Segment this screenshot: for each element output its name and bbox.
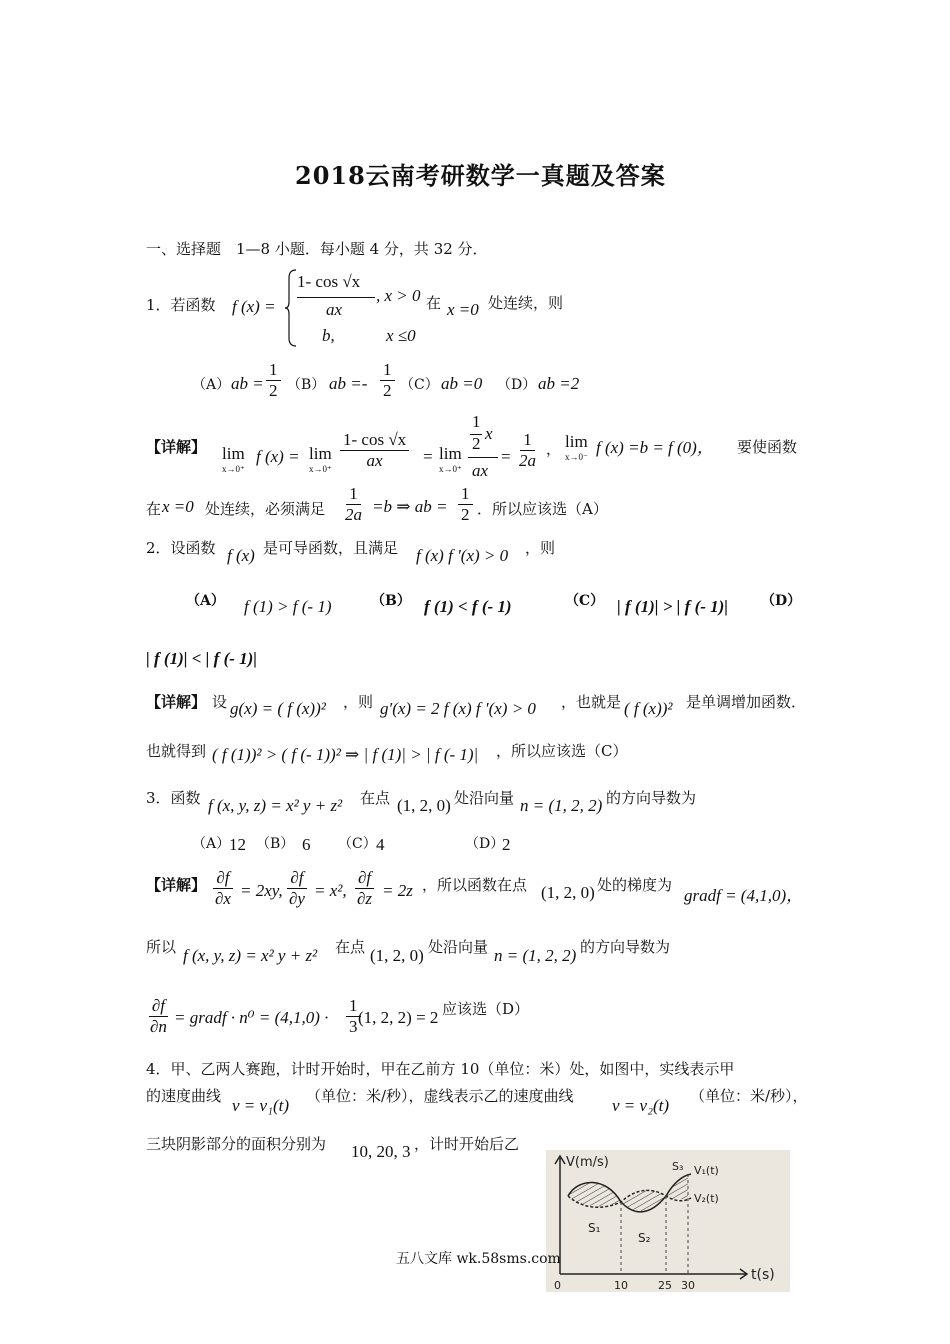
q3-option-b-label: （B） [256, 836, 295, 852]
q3-option-d: 2 [502, 835, 511, 854]
q3-partial-x-val: = 2xy, [240, 881, 283, 900]
section-header: 一、选择题 1—8 小题．每小题 4 分，共 32 分． [146, 240, 488, 258]
q3-along: 处沿向量 [454, 789, 515, 807]
q4-line2a: 的速度曲线 [146, 1087, 222, 1105]
q1-option-b: ab =- [329, 374, 368, 393]
q1-detail-ax: ax [472, 461, 489, 480]
q3-end: 的方向导数为 [606, 789, 697, 807]
label-s2: S₂ [638, 1231, 651, 1245]
frac-den: 2a [519, 451, 536, 470]
q4-line2c: （单位：米/秒）， [690, 1087, 808, 1105]
q2-prefix: 2．设函数 [146, 539, 216, 557]
q3-grad-pt: (1, 2, 0) [541, 883, 595, 902]
q1-detail-half-x: x [485, 424, 493, 443]
frac-den: 2 [383, 381, 392, 400]
axis-label-y: V(m/s) [566, 1155, 609, 1170]
q3-partial-z [354, 868, 375, 909]
q1-detail-l2e: ．所以应该选（A） [477, 500, 608, 518]
q1-detail-fx: f (x) = [256, 447, 300, 466]
q2-option-a: f (1) > f (- 1) [244, 597, 332, 616]
lim-text: lim [565, 432, 588, 451]
q3-prefix: 3．函数 [146, 789, 201, 807]
frac-den: ∂n [150, 1017, 167, 1036]
q1-case1-den: ax [326, 300, 343, 319]
frac-num: 1- cos √x [340, 430, 409, 451]
q1-lim-3 [439, 444, 462, 474]
frac-den: 2 [461, 505, 470, 524]
q1-brace [284, 268, 298, 348]
lim-text: lim [439, 444, 462, 463]
q2-option-c-label: （C） [565, 593, 605, 609]
q3-detail-l2c: 在点 [335, 938, 366, 956]
q2-mid: 是可导函数，且满足 [263, 539, 399, 557]
q2-detail-3: ，则 [343, 693, 374, 711]
q3-option-c: 4 [376, 835, 385, 854]
q3-option-b: 6 [302, 835, 311, 854]
frac-den: ax [366, 451, 383, 470]
lim-sub: x→0⁺ [309, 464, 332, 474]
q2-cond: f (x) f ′(x) > 0 [416, 546, 509, 565]
velocity-graph-figure [546, 1150, 790, 1292]
q3-n: n = (1, 2, 2) [520, 796, 603, 815]
q1-detail-lhs: f (x) =b = f (0)， [596, 438, 714, 457]
q3-detail-l3b: (1, 2, 2) = 2 [358, 1008, 439, 1027]
q4-line3b: ，计时开始后乙 [414, 1135, 520, 1153]
lim-sub: x→0⁻ [565, 452, 588, 462]
frac-num: ∂f [287, 868, 306, 889]
q1-detail-eq: = [423, 447, 433, 466]
q3-fxyz: f (x, y, z) = x² y + z² [208, 796, 343, 815]
q1-detail-l2d: =b ⇒ ab = [372, 497, 448, 516]
frac-num: 1 [458, 484, 473, 505]
q1-lim-1 [222, 444, 245, 474]
q3-detail-l3a: = gradf · n⁰ = (4,1,0) · [174, 1008, 329, 1027]
tick-30: 30 [681, 1279, 695, 1292]
lim-sub: x→0⁺ [439, 464, 462, 474]
frac-den: 3 [349, 1017, 358, 1036]
q4-line1: 4．甲、乙两人赛跑，计时开始时，甲在乙前方 10（单位：米）处，如图中，实线表示甲 [146, 1060, 735, 1078]
lim-sub: x→0⁺ [222, 464, 245, 474]
q1-detail-half-den: 2 [472, 434, 481, 453]
footer-watermark: 五八文库 wk.58sms.com [396, 1251, 561, 1267]
q1-detail-l2-frac [342, 484, 365, 525]
tick-25: 25 [658, 1279, 672, 1292]
q2-option-b-label: （B） [371, 593, 411, 609]
q2-option-d-label: （D） [761, 593, 802, 609]
q1-option-a-label: （A） [192, 377, 231, 393]
label-s1: S₁ [588, 1221, 601, 1235]
q1-cont: 处连续，则 [488, 294, 564, 312]
q3-option-a: 12 [229, 835, 246, 854]
q1-detail-half-num: 1 [472, 412, 481, 431]
q3-detail-l3c: 应该选（D） [442, 1000, 530, 1018]
q3-detail-l2a: 所以 [146, 938, 177, 956]
q3-detail-l2f: n = (1, 2, 2) [494, 946, 577, 965]
q2-option-c: | f (1)| > | f (- 1)| [617, 597, 729, 616]
q3-detail-l2g: 的方向导数为 [580, 938, 671, 956]
q3-option-a-label: （A） [192, 836, 231, 852]
q4-v1: v = v₁(t) [232, 1096, 290, 1115]
tick-0: 0 [554, 1279, 561, 1292]
q1-case1-line [297, 297, 375, 298]
q1-detail-comma: ， [546, 440, 562, 458]
q2-detail-label: 【详解】 [146, 693, 207, 711]
frac-num: 1 [346, 996, 361, 1017]
frac-num: 1 [266, 360, 281, 381]
tick-10: 10 [614, 1279, 628, 1292]
q1-detail-l2b: x =0 [162, 497, 194, 516]
q2-option-a-label: （A） [186, 593, 225, 609]
q3-detail-l2d: (1, 2, 0) [370, 946, 424, 965]
q3-detail-l2b: f (x, y, z) = x² y + z² [183, 946, 318, 965]
q1-lim-4 [565, 432, 588, 462]
q2-detail-1: 设 [212, 693, 228, 711]
region-s3 [666, 1176, 688, 1199]
q1-detail-frac1 [340, 430, 409, 471]
q3-grad: gradf = (4,1,0)， [684, 886, 804, 905]
q2-detail-l2b: ( f (1))² > ( f (- 1))² ⇒ | f (1)| > | f (- 1)| [212, 745, 479, 764]
frac-num: 1 [346, 484, 361, 505]
q3-detail-label: 【详解】 [146, 876, 207, 894]
q1-detail-eq2: = [501, 447, 511, 466]
q1-cond2: x ≤0 [386, 326, 416, 345]
q1-option-a: ab = [231, 374, 264, 393]
q1-detail-tail: 要使函数 [737, 438, 798, 456]
q1-option-a-frac [266, 360, 281, 401]
q1-detail-l2-half [458, 484, 473, 525]
q2-detail-4: g′(x) = 2 f (x) f ′(x) > 0 [380, 699, 536, 718]
q1-at: 在 [426, 294, 442, 312]
frac-num: 1 [520, 430, 535, 451]
label-v1: V₁(t) [694, 1164, 719, 1177]
q2-detail-7: 是单调增加函数． [686, 693, 807, 711]
q1-case1-num: 1- cos √x [297, 272, 361, 291]
q1-fx: f (x) = [232, 297, 276, 316]
q1-option-b-frac [380, 360, 395, 401]
frac-num: 1 [380, 360, 395, 381]
q4-line2b: （单位：米/秒），虚线表示乙的速度曲线 [306, 1087, 574, 1105]
q4-v2: v = v₂(t) [612, 1096, 670, 1115]
q3-detail-dfdn [147, 996, 170, 1037]
q1-detail-l2c: 处连续，必须满足 [205, 500, 326, 518]
q2-detail-6: ( f (x))² [624, 699, 673, 718]
q1-detail-frac2 [516, 430, 539, 471]
q2-detail-l2a: 也就得到 [146, 742, 207, 760]
q1-option-c: ab =0 [441, 374, 483, 393]
q3-pt: (1, 2, 0) [397, 796, 451, 815]
q1-big-line [468, 457, 498, 458]
axis-label-x: t(s) [751, 1267, 775, 1283]
q4-areas: 10, 20, 3 [351, 1142, 411, 1161]
q1-lim-2 [309, 444, 332, 474]
q3-grad-text2: 处的梯度为 [597, 876, 673, 894]
region-s1 [568, 1182, 621, 1206]
lim-text: lim [222, 444, 245, 463]
frac-den: 2a [345, 505, 362, 524]
q1-prefix: 1．若函数 [146, 296, 216, 314]
q1-detail-l2a: 在 [146, 500, 162, 518]
q3-option-c-label: （C） [338, 836, 377, 852]
frac-num: ∂f [213, 868, 232, 889]
q2-detail-2: g(x) = ( f (x))² [230, 699, 326, 718]
q1-x0: x =0 [447, 300, 479, 319]
label-s3: S₃ [672, 1160, 684, 1173]
q3-partial-x [212, 868, 234, 909]
q1-option-d: ab =2 [538, 374, 580, 393]
q2-end: ，则 [525, 539, 556, 557]
q3-at: 在点 [360, 789, 391, 807]
q3-detail-l2e: 处沿向量 [428, 938, 489, 956]
q2-detail-l2c: ，所以应该选（C） [496, 742, 628, 760]
q3-partial-y-val: = x², [314, 881, 347, 900]
q2-detail-5: ，也就是 [561, 693, 622, 711]
q1-option-d-label: （D） [497, 377, 537, 393]
q3-grad-text: ，所以函数在点 [422, 876, 528, 894]
velocity-graph [546, 1150, 790, 1292]
lim-text: lim [309, 444, 332, 463]
q1-cond1: , x > 0 [376, 286, 421, 305]
q2-option-b: f (1) < f (- 1) [424, 597, 512, 616]
frac-den: 2 [269, 381, 278, 400]
q1-option-c-label: （C） [400, 377, 439, 393]
q1-option-b-label: （B） [287, 377, 326, 393]
q2-option-d: | f (1)| < | f (- 1)| [146, 649, 258, 668]
q3-partial-z-val: = 2z [382, 881, 413, 900]
label-v2: V₂(t) [694, 1192, 719, 1205]
q3-partial-y [286, 868, 308, 909]
q4-line3a: 三块阴影部分的面积分别为 [146, 1135, 327, 1153]
q1-detail-label: 【详解】 [146, 438, 207, 456]
q3-option-d-label: （D） [465, 836, 505, 852]
frac-num: ∂f [149, 996, 168, 1017]
frac-den: ∂x [215, 889, 231, 908]
page-title: 2018云南考研数学一真题及答案 [295, 161, 666, 190]
frac-den: ∂z [357, 889, 373, 908]
q2-fx: f (x) [227, 546, 255, 565]
frac-num: ∂f [355, 868, 374, 889]
q1-case2: b, [322, 326, 335, 345]
frac-den: ∂y [289, 889, 305, 908]
